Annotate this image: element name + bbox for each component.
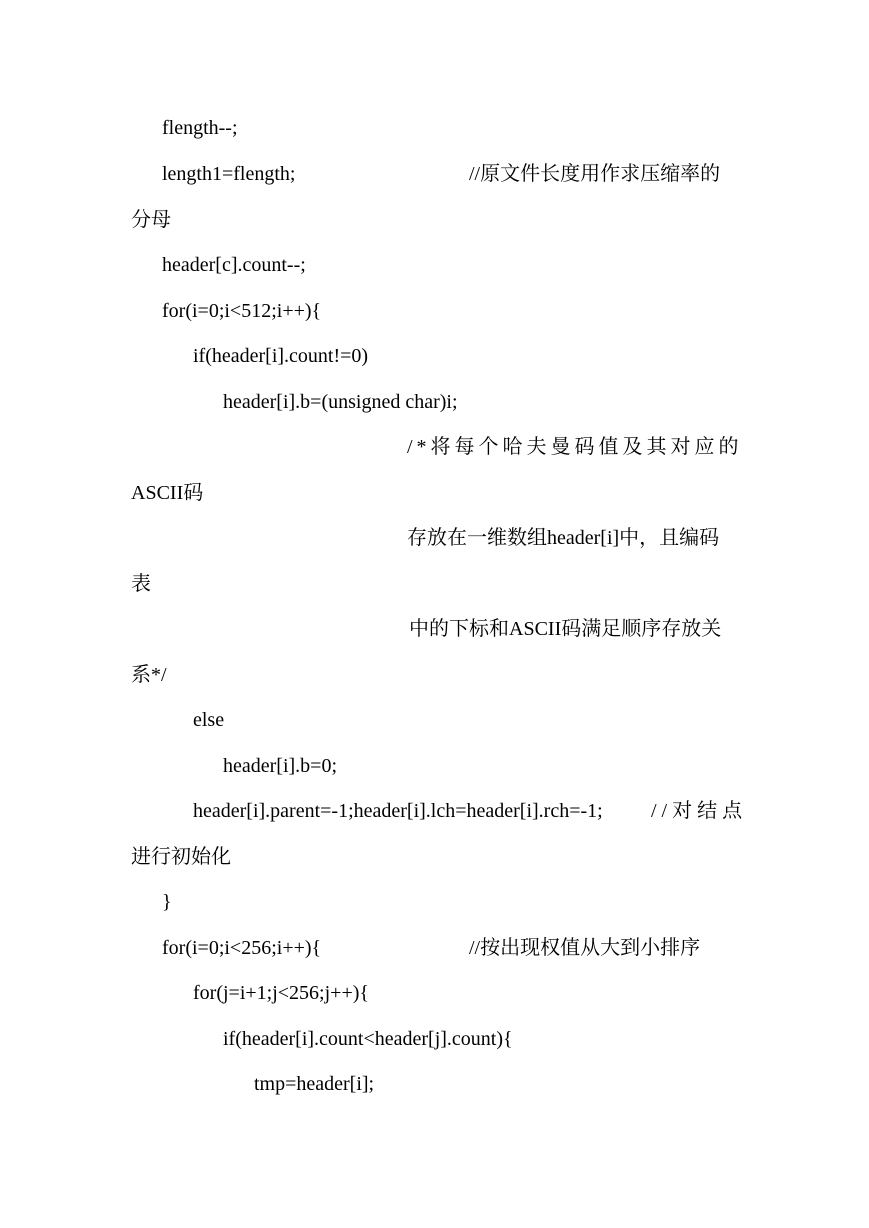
code-comment: 中的下标和ASCII码满足顺序存放关 bbox=[409, 618, 722, 640]
comment-wrap: 进行初始化 bbox=[131, 846, 231, 868]
code-line: if(header[i].count<header[j].count){ bbox=[223, 1028, 513, 1050]
code-comment: /*将每个哈夫曼码值及其对应的 bbox=[407, 436, 743, 458]
code-line: header[i].b=0; bbox=[223, 755, 338, 777]
code-line: flength--; bbox=[162, 117, 238, 139]
code-line: length1=flength; bbox=[162, 163, 296, 185]
comment-wrap: 分母 bbox=[131, 209, 171, 231]
comment-wrap: 表 bbox=[131, 573, 151, 595]
code-line: tmp=header[i]; bbox=[254, 1073, 375, 1095]
code-line: for(i=0;i<256;i++){ bbox=[162, 937, 322, 959]
comment-wrap: ASCII码 bbox=[131, 482, 204, 504]
code-comment: //原文件长度用作求压缩率的 bbox=[469, 163, 721, 185]
code-line: for(i=0;i<512;i++){ bbox=[162, 300, 322, 322]
code-line: header[i].parent=-1;header[i].lch=header[i].rch=-1; bbox=[193, 800, 603, 822]
code-line: else bbox=[193, 709, 225, 731]
comment-wrap: 系*/ bbox=[131, 664, 167, 686]
code-comment: //按出现权值从大到小排序 bbox=[469, 937, 701, 959]
code-line: header[c].count--; bbox=[162, 254, 306, 276]
code-line: header[i].b=(unsigned char)i; bbox=[223, 391, 458, 413]
code-line: for(j=i+1;j<256;j++){ bbox=[193, 982, 369, 1004]
code-line: } bbox=[162, 891, 172, 913]
code-comment: 存放在一维数组header[i]中，且编码 bbox=[407, 527, 720, 549]
code-line: if(header[i].count!=0) bbox=[193, 345, 369, 367]
code-comment: //对结点 bbox=[651, 800, 748, 822]
